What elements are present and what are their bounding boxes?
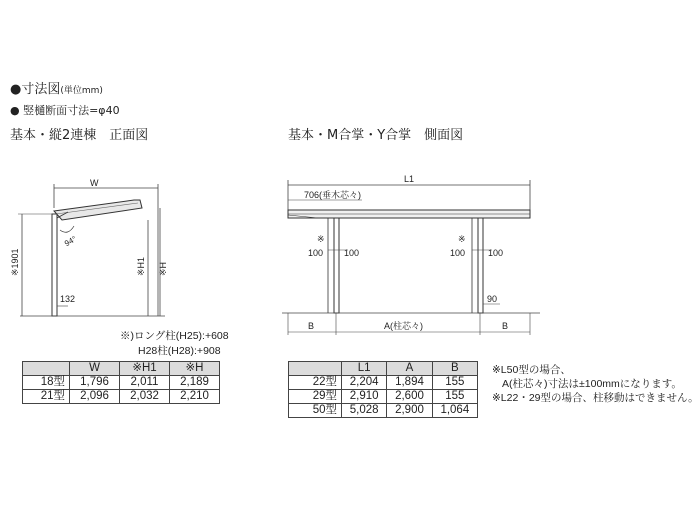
bottom-offset-label: 132 [60,294,76,304]
side-column-right [478,218,483,313]
left-mark: ※ [317,234,325,244]
table-row [289,390,478,404]
front-view-heading: 基本・縦2連棟 正面図 [10,128,149,143]
header-cell: W [70,362,120,376]
table-row [289,404,478,418]
cell: 155 [432,390,477,404]
table-header-row [289,362,478,376]
header-cell: ※H1 [120,362,170,376]
table-row [289,376,478,390]
header-cell [23,362,70,376]
title-unit: (単位mm) [60,86,103,96]
cell: 1,064 [432,404,477,418]
cell: 2,204 [342,376,387,390]
row-name: 50型 [289,404,342,418]
cell: 1,796 [70,376,120,390]
h-label: ※H [158,261,168,276]
header-cell: A [387,362,432,376]
right-mark: ※ [458,234,466,244]
row-name: 22型 [289,376,342,390]
cell: 2,011 [120,376,170,390]
w-label: W [90,178,99,188]
left-val: 100 [308,248,324,258]
cell: 2,032 [120,390,170,404]
column-offset-label: 90 [487,294,498,304]
header-cell: B [432,362,477,376]
cell: 5,028 [342,404,387,418]
table-row [23,390,220,404]
cell: 2,189 [170,376,220,390]
left-val2: 100 [344,248,360,258]
a-label: A(柱芯々) [384,321,423,331]
cell: 155 [432,376,477,390]
right-val2: 100 [488,248,504,258]
pipe-spec-note: ● 竪樋断面寸法=φ40 [10,104,120,117]
side-view-drawing [282,170,542,340]
right-val: 100 [450,248,466,258]
page-title [10,78,103,97]
l22-29-note: ※L22・29型の場合、柱移動はできません。 [492,392,699,404]
l1-label: L1 [404,174,415,184]
l50-note-line2: A(柱芯々)寸法は±100mmになります。 [502,378,682,390]
title-bullet: ● [10,82,22,97]
header-cell: L1 [342,362,387,376]
front-view-drawing [10,178,170,328]
long-column-note: ※)ロング柱(H25):+608 [120,330,229,342]
front-roof [54,200,142,220]
l50-note-line1: ※L50型の場合、 [492,364,571,376]
cell: 1,894 [387,376,432,390]
front-size-table [22,361,220,404]
cell: 2,600 [387,390,432,404]
b-left-label: B [308,321,315,331]
side-view-heading: 基本・M合掌・Y合掌 側面図 [288,128,464,143]
front-height-label: ※1901 [10,248,20,276]
table-row [23,376,220,390]
cell: 2,096 [70,390,120,404]
side-column-left [334,218,339,313]
title-text: 寸法図 [21,82,61,97]
rafter-label: 706(垂木芯々) [304,190,362,200]
b-right-label: B [502,321,509,331]
angle-arc [60,226,74,232]
row-name: 29型 [289,390,342,404]
row-name: 18型 [23,376,70,390]
table-header-row [23,362,220,376]
angle-label: 94° [63,234,79,249]
header-cell: ※H [170,362,220,376]
cell: 2,910 [342,390,387,404]
header-cell [289,362,342,376]
cell: 2,900 [387,404,432,418]
front-column [52,214,57,316]
h1-label: ※H1 [136,256,146,276]
row-name: 21型 [23,390,70,404]
side-size-table [288,361,478,418]
cell: 2,210 [170,390,220,404]
h28-column-note: H28柱(H28):+908 [138,345,221,357]
